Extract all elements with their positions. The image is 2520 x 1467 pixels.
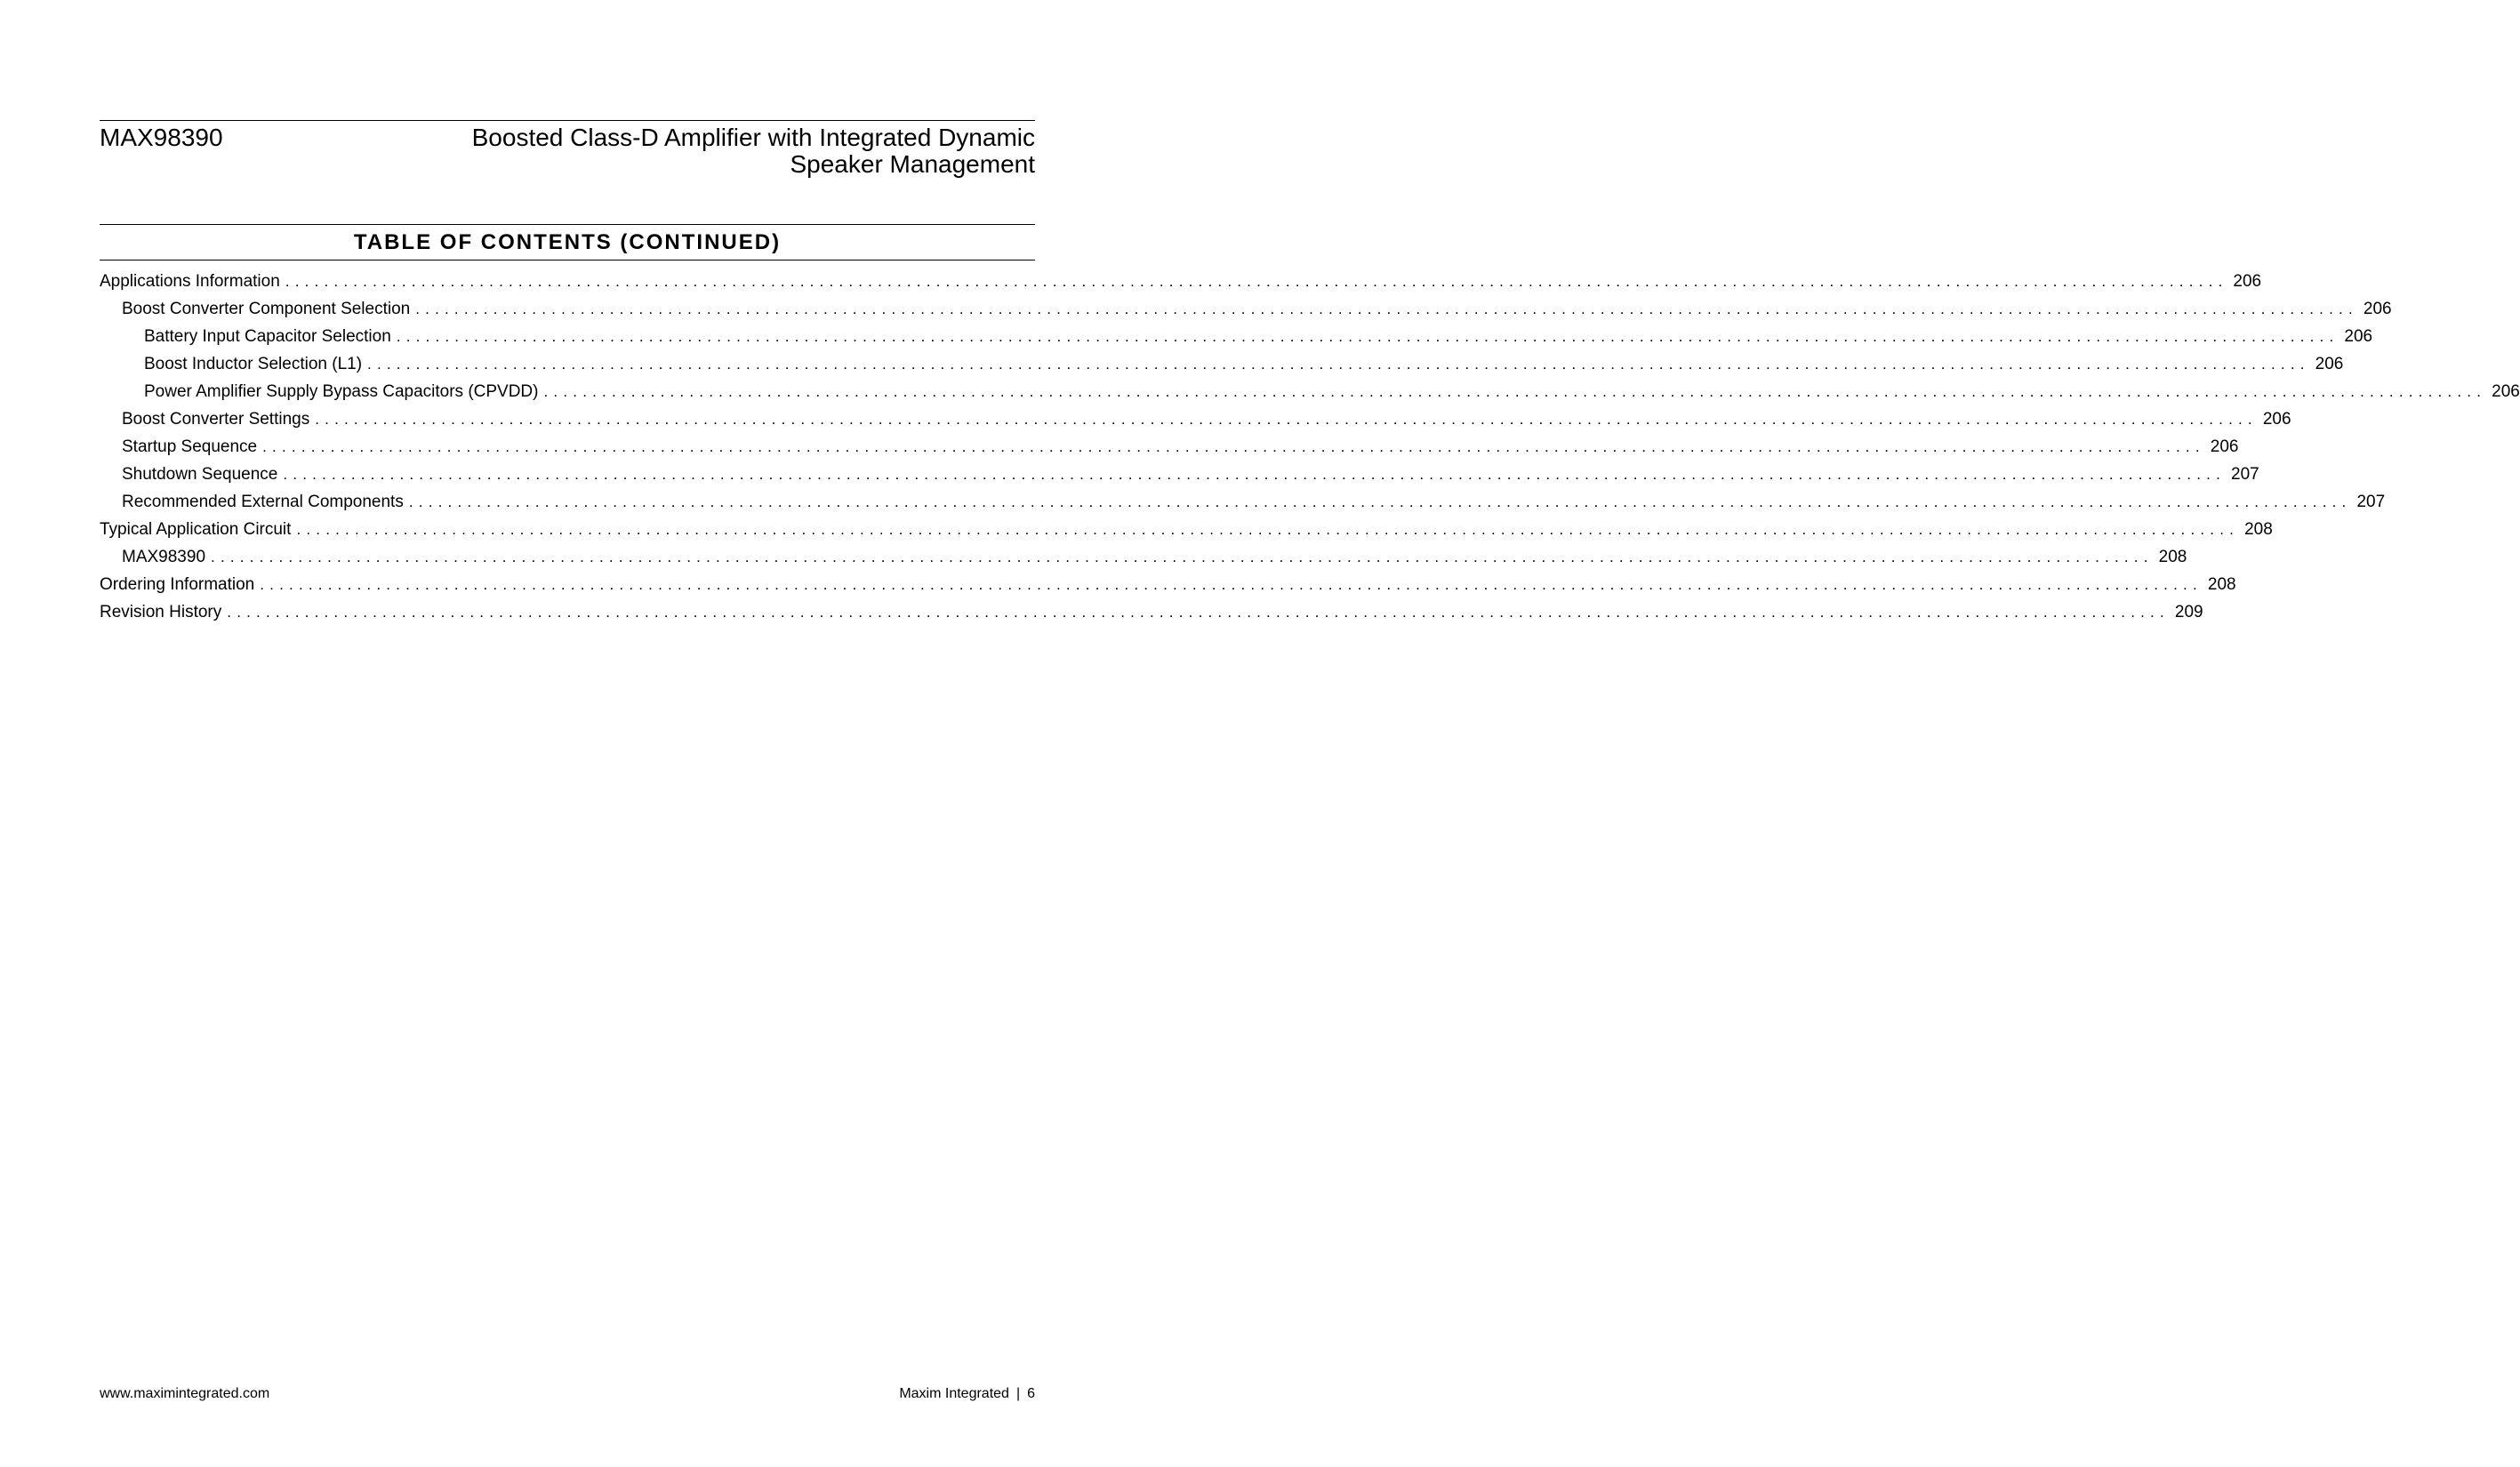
header-rule: [100, 120, 1035, 121]
toc-entry-page: 206: [2344, 327, 2373, 346]
footer-company-name: Maxim Integrated: [899, 1386, 1009, 1401]
toc-entry-page: 206: [2210, 437, 2239, 456]
toc-dot-leader: ........................................................................................................................................................................................................: [211, 549, 2154, 565]
toc-entry-title: Boost Converter Component Selection: [122, 300, 411, 318]
toc-dot-leader: ........................................................................................................................................................................................................: [262, 438, 2205, 455]
toc-entry[interactable]: [100, 378, 2520, 405]
toc-entry-title: Applications Information: [100, 272, 280, 291]
toc-entry-page: 207: [2356, 493, 2386, 511]
toc-dot-leader: ........................................................................................................................................................................................................: [396, 328, 2339, 345]
part-number: MAX98390: [100, 124, 223, 151]
toc-entry-page: 206: [2262, 410, 2291, 429]
toc-heading: TABLE OF CONTENTS (CONTINUED): [353, 230, 782, 254]
toc-dot-leader: ........................................................................................................................................................................................................: [315, 411, 2258, 428]
toc-entry-page: 206: [2363, 300, 2392, 318]
toc-dot-leader: ........................................................................................................................................................................................................: [285, 273, 2228, 290]
toc-dot-leader: ........................................................................................................................................................................................................: [260, 576, 2203, 593]
toc-entry-title: Boost Inductor Selection (L1): [144, 355, 363, 373]
document-title-line-1: Boosted Class-D Amplifier with Integrated Dynamic: [471, 124, 1035, 151]
toc-entry-title: Battery Input Capacitor Selection: [144, 327, 391, 346]
toc-entry[interactable]: [100, 323, 2373, 350]
footer-website-link[interactable]: www.maximintegrated.com: [100, 1386, 270, 1401]
toc-entry[interactable]: [100, 295, 2392, 323]
toc-entry-title: Shutdown Sequence: [122, 465, 278, 484]
toc-entry[interactable]: [100, 405, 2291, 433]
toc-entry-page: 208: [2158, 548, 2187, 566]
toc-entry-page: 208: [2207, 575, 2236, 594]
toc-rule-top: [100, 224, 1035, 225]
toc-entry[interactable]: [100, 543, 2187, 571]
toc-entry-title: Typical Application Circuit: [100, 520, 292, 539]
toc-entry-page: 208: [2244, 520, 2273, 539]
toc-dot-leader: ........................................................................................................................................................................................................: [408, 493, 2352, 510]
toc-entry-page: 206: [2233, 272, 2262, 291]
toc-entry[interactable]: [100, 268, 2262, 295]
toc-entry-title: MAX98390: [122, 548, 206, 566]
toc-dot-leader: ........................................................................................................................................................................................................: [543, 383, 2487, 400]
toc-entry[interactable]: [100, 488, 2386, 516]
toc-entry[interactable]: [100, 433, 2239, 461]
toc-rule-bottom: [100, 260, 1035, 261]
toc-dot-leader: ........................................................................................................................................................................................................: [296, 521, 2240, 538]
toc-entry[interactable]: [100, 461, 2259, 488]
toc-entry[interactable]: [100, 350, 2344, 378]
toc-entry[interactable]: [100, 571, 2236, 598]
toc-dot-leader: ........................................................................................................................................................................................................: [415, 301, 2358, 317]
toc-entry-title: Recommended External Components: [122, 493, 404, 511]
toc-entry[interactable]: [100, 598, 2203, 626]
toc-entry-page: 207: [2231, 465, 2259, 484]
toc-entry-page: 209: [2174, 603, 2203, 621]
toc-entry-title: Boost Converter Settings: [122, 410, 310, 429]
footer-separator: |: [1015, 1386, 1021, 1401]
footer-page-number: 6: [1027, 1386, 1035, 1401]
toc-entry[interactable]: [100, 516, 2273, 543]
toc-entry-page: 206: [2492, 382, 2520, 401]
toc-entry-title: Ordering Information: [100, 575, 255, 594]
toc-entry-page: 206: [2315, 355, 2344, 373]
toc-entry-title: Startup Sequence: [122, 437, 258, 456]
document-title-line-2: Speaker Management: [790, 150, 1035, 178]
toc-list: [100, 268, 2520, 626]
toc-entry-title: Revision History: [100, 603, 222, 621]
toc-dot-leader: ........................................................................................................................................................................................................: [367, 356, 2310, 373]
document-title: [472, 124, 1035, 178]
toc-dot-leader: ........................................................................................................................................................................................................: [283, 466, 2227, 483]
footer-company-page: [899, 1385, 1035, 1403]
toc-dot-leader: ........................................................................................................................................................................................................: [227, 604, 2170, 621]
toc-entry-title: Power Amplifier Supply Bypass Capacitors (CPVDD): [144, 382, 539, 401]
